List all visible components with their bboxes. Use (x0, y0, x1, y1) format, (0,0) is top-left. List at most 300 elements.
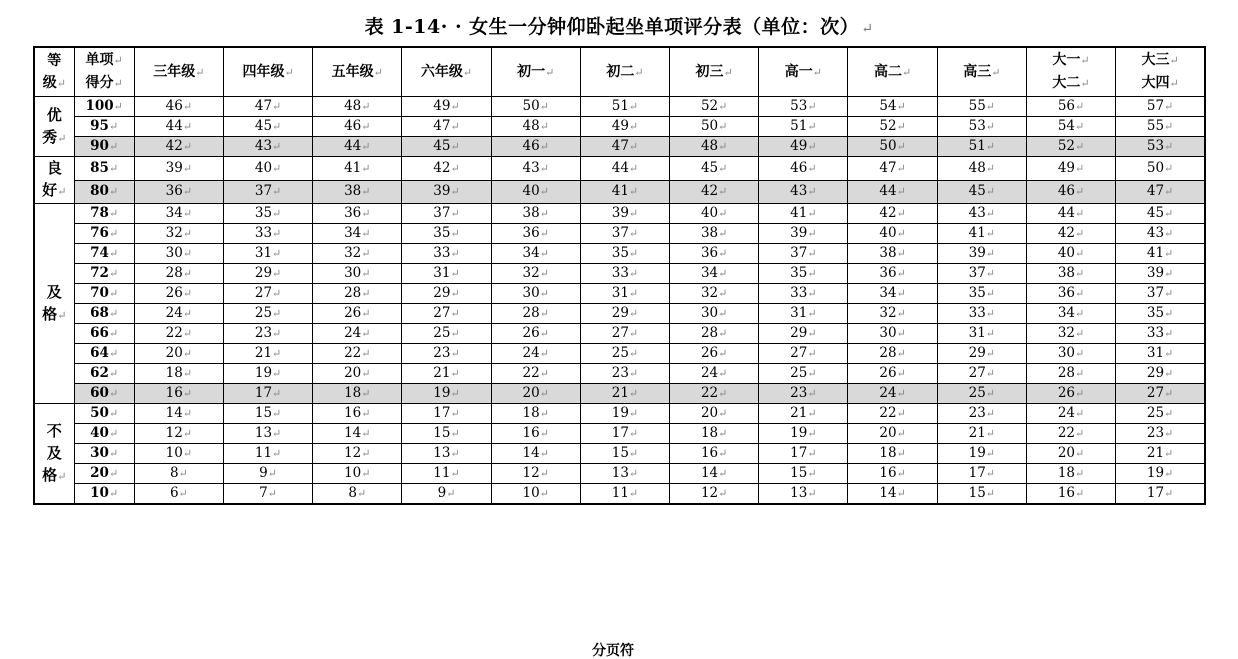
value-cell: 41↵ (937, 224, 1026, 244)
header-column: 四年级↵ (223, 47, 312, 97)
value-cell: 19↵ (580, 404, 669, 424)
value-cell: 39↵ (759, 224, 848, 244)
score-cell: 85↵ (74, 157, 134, 181)
value-cell: 33↵ (402, 244, 491, 264)
value-cell: 36↵ (491, 224, 580, 244)
header-column: 高一↵ (759, 47, 848, 97)
value-cell: 14↵ (848, 484, 937, 505)
header-grade: 等 级↵ (34, 47, 74, 97)
value-cell: 23↵ (402, 344, 491, 364)
score-cell: 78↵ (74, 204, 134, 224)
value-cell: 16↵ (313, 404, 402, 424)
value-cell: 25↵ (223, 304, 312, 324)
value-cell: 26↵ (1026, 384, 1115, 404)
value-cell: 28↵ (134, 264, 223, 284)
grade-cell: 优 秀↵ (34, 97, 74, 157)
value-cell: 37↵ (223, 180, 312, 204)
value-cell: 7↵ (223, 484, 312, 505)
score-cell: 76↵ (74, 224, 134, 244)
value-cell: 21↵ (759, 404, 848, 424)
value-cell: 15↵ (402, 424, 491, 444)
value-cell: 9↵ (223, 464, 312, 484)
table-row (34, 224, 1205, 244)
table-row (34, 244, 1205, 264)
value-cell: 12↵ (491, 464, 580, 484)
value-cell: 15↵ (759, 464, 848, 484)
value-cell: 53↵ (759, 97, 848, 117)
value-cell: 46↵ (1026, 180, 1115, 204)
value-cell: 41↵ (313, 157, 402, 181)
table-row (34, 264, 1205, 284)
table-row (34, 97, 1205, 117)
value-cell: 13↵ (759, 484, 848, 505)
grade-cell: 不 及 格↵ (34, 404, 74, 505)
value-cell: 11↵ (223, 444, 312, 464)
value-cell: 24↵ (491, 344, 580, 364)
value-cell: 33↵ (223, 224, 312, 244)
value-cell: 34↵ (313, 224, 402, 244)
value-cell: 50↵ (1116, 157, 1205, 181)
value-cell: 36↵ (848, 264, 937, 284)
value-cell: 53↵ (1116, 137, 1205, 157)
value-cell: 55↵ (1116, 117, 1205, 137)
table-row (34, 137, 1205, 157)
value-cell: 16↵ (491, 424, 580, 444)
value-cell: 35↵ (937, 284, 1026, 304)
value-cell: 17↵ (402, 404, 491, 424)
value-cell: 17↵ (937, 464, 1026, 484)
value-cell: 34↵ (670, 264, 759, 284)
value-cell: 39↵ (580, 204, 669, 224)
score-cell: 40↵ (74, 424, 134, 444)
score-cell: 100↵ (74, 97, 134, 117)
value-cell: 23↵ (580, 364, 669, 384)
value-cell: 49↵ (1026, 157, 1115, 181)
value-cell: 20↵ (313, 364, 402, 384)
value-cell: 28↵ (848, 344, 937, 364)
value-cell: 45↵ (670, 157, 759, 181)
header-column: 高三↵ (937, 47, 1026, 97)
score-cell: 62↵ (74, 364, 134, 384)
value-cell: 24↵ (670, 364, 759, 384)
value-cell: 16↵ (1026, 484, 1115, 505)
value-cell: 24↵ (1026, 404, 1115, 424)
value-cell: 42↵ (1026, 224, 1115, 244)
value-cell: 18↵ (848, 444, 937, 464)
value-cell: 51↵ (937, 137, 1026, 157)
value-cell: 41↵ (759, 204, 848, 224)
value-cell: 43↵ (491, 157, 580, 181)
value-cell: 34↵ (491, 244, 580, 264)
value-cell: 10↵ (491, 484, 580, 505)
table-title-text: 表 1-14· · 女生一分钟仰卧起坐单项评分表（单位：次） (364, 16, 860, 38)
value-cell: 6↵ (134, 484, 223, 505)
table-row (34, 344, 1205, 364)
value-cell: 42↵ (402, 157, 491, 181)
value-cell: 43↵ (223, 137, 312, 157)
table-title (0, 12, 1238, 39)
value-cell: 25↵ (402, 324, 491, 344)
value-cell: 47↵ (223, 97, 312, 117)
table-row (34, 304, 1205, 324)
value-cell: 51↵ (759, 117, 848, 137)
value-cell: 8↵ (134, 464, 223, 484)
value-cell: 27↵ (580, 324, 669, 344)
value-cell: 27↵ (1116, 384, 1205, 404)
value-cell: 21↵ (223, 344, 312, 364)
value-cell: 21↵ (580, 384, 669, 404)
value-cell: 20↵ (848, 424, 937, 444)
value-cell: 33↵ (1116, 324, 1205, 344)
value-cell: 38↵ (313, 180, 402, 204)
value-cell: 35↵ (223, 204, 312, 224)
value-cell: 38↵ (491, 204, 580, 224)
title-paragraph-mark: ↵ (861, 21, 874, 37)
value-cell: 55↵ (937, 97, 1026, 117)
value-cell: 34↵ (134, 204, 223, 224)
value-cell: 22↵ (670, 384, 759, 404)
score-cell: 30↵ (74, 444, 134, 464)
value-cell: 39↵ (402, 180, 491, 204)
value-cell: 36↵ (670, 244, 759, 264)
header-column: 初二↵ (580, 47, 669, 97)
value-cell: 33↵ (580, 264, 669, 284)
grade-cell: 及 格↵ (34, 204, 74, 404)
value-cell: 44↵ (848, 180, 937, 204)
value-cell: 16↵ (134, 384, 223, 404)
value-cell: 54↵ (848, 97, 937, 117)
table-row (34, 324, 1205, 344)
value-cell: 47↵ (1116, 180, 1205, 204)
value-cell: 29↵ (759, 324, 848, 344)
value-cell: 33↵ (937, 304, 1026, 324)
table-row (34, 284, 1205, 304)
value-cell: 22↵ (491, 364, 580, 384)
value-cell: 18↵ (134, 364, 223, 384)
score-cell: 64↵ (74, 344, 134, 364)
value-cell: 17↵ (759, 444, 848, 464)
value-cell: 10↵ (313, 464, 402, 484)
value-cell: 49↵ (402, 97, 491, 117)
value-cell: 30↵ (313, 264, 402, 284)
value-cell: 31↵ (223, 244, 312, 264)
value-cell: 17↵ (580, 424, 669, 444)
value-cell: 45↵ (223, 117, 312, 137)
header-row (34, 47, 1205, 97)
value-cell: 13↵ (580, 464, 669, 484)
value-cell: 28↵ (1026, 364, 1115, 384)
value-cell: 22↵ (313, 344, 402, 364)
value-cell: 26↵ (491, 324, 580, 344)
value-cell: 15↵ (937, 484, 1026, 505)
value-cell: 19↵ (1116, 464, 1205, 484)
value-cell: 29↵ (402, 284, 491, 304)
value-cell: 37↵ (580, 224, 669, 244)
value-cell: 36↵ (313, 204, 402, 224)
value-cell: 24↵ (134, 304, 223, 324)
score-cell: 70↵ (74, 284, 134, 304)
value-cell: 52↵ (670, 97, 759, 117)
value-cell: 18↵ (1026, 464, 1115, 484)
value-cell: 33↵ (759, 284, 848, 304)
value-cell: 14↵ (134, 404, 223, 424)
value-cell: 31↵ (580, 284, 669, 304)
table-row (34, 404, 1205, 424)
value-cell: 46↵ (759, 157, 848, 181)
table-row (34, 180, 1205, 204)
value-cell: 30↵ (134, 244, 223, 264)
value-cell: 14↵ (491, 444, 580, 464)
table-header (34, 47, 1205, 97)
value-cell: 18↵ (670, 424, 759, 444)
value-cell: 16↵ (670, 444, 759, 464)
table-row (34, 117, 1205, 137)
value-cell: 15↵ (580, 444, 669, 464)
value-cell: 19↵ (223, 364, 312, 384)
value-cell: 31↵ (402, 264, 491, 284)
value-cell: 12↵ (670, 484, 759, 505)
value-cell: 23↵ (223, 324, 312, 344)
value-cell: 37↵ (1116, 284, 1205, 304)
value-cell: 40↵ (670, 204, 759, 224)
value-cell: 45↵ (937, 180, 1026, 204)
value-cell: 40↵ (223, 157, 312, 181)
value-cell: 32↵ (491, 264, 580, 284)
score-cell: 72↵ (74, 264, 134, 284)
value-cell: 35↵ (1116, 304, 1205, 324)
value-cell: 48↵ (491, 117, 580, 137)
value-cell: 23↵ (1116, 424, 1205, 444)
score-cell: 10↵ (74, 484, 134, 505)
value-cell: 52↵ (1026, 137, 1115, 157)
value-cell: 26↵ (670, 344, 759, 364)
value-cell: 18↵ (313, 384, 402, 404)
value-cell: 12↵ (134, 424, 223, 444)
value-cell: 48↵ (937, 157, 1026, 181)
value-cell: 19↵ (937, 444, 1026, 464)
value-cell: 34↵ (1026, 304, 1115, 324)
value-cell: 43↵ (937, 204, 1026, 224)
value-cell: 20↵ (491, 384, 580, 404)
value-cell: 30↵ (1026, 344, 1115, 364)
value-cell: 29↵ (1116, 364, 1205, 384)
value-cell: 42↵ (134, 137, 223, 157)
value-cell: 53↵ (937, 117, 1026, 137)
value-cell: 43↵ (1116, 224, 1205, 244)
value-cell: 14↵ (313, 424, 402, 444)
value-cell: 27↵ (223, 284, 312, 304)
value-cell: 57↵ (1116, 97, 1205, 117)
value-cell: 34↵ (848, 284, 937, 304)
value-cell: 49↵ (759, 137, 848, 157)
value-cell: 45↵ (402, 137, 491, 157)
value-cell: 30↵ (491, 284, 580, 304)
value-cell: 46↵ (313, 117, 402, 137)
value-cell: 19↵ (759, 424, 848, 444)
value-cell: 25↵ (580, 344, 669, 364)
value-cell: 26↵ (848, 364, 937, 384)
header-column: 大三↵ 大四↵ (1116, 47, 1205, 97)
header-column: 高二↵ (848, 47, 937, 97)
value-cell: 51↵ (580, 97, 669, 117)
value-cell: 27↵ (937, 364, 1026, 384)
value-cell: 20↵ (1026, 444, 1115, 464)
value-cell: 32↵ (848, 304, 937, 324)
value-cell: 43↵ (759, 180, 848, 204)
value-cell: 46↵ (491, 137, 580, 157)
value-cell: 20↵ (670, 404, 759, 424)
value-cell: 27↵ (402, 304, 491, 324)
header-column: 三年级↵ (134, 47, 223, 97)
value-cell: 25↵ (1116, 404, 1205, 424)
score-cell: 66↵ (74, 324, 134, 344)
value-cell: 40↵ (848, 224, 937, 244)
value-cell: 11↵ (580, 484, 669, 505)
value-cell: 29↵ (223, 264, 312, 284)
value-cell: 40↵ (491, 180, 580, 204)
value-cell: 11↵ (402, 464, 491, 484)
value-cell: 26↵ (134, 284, 223, 304)
value-cell: 44↵ (580, 157, 669, 181)
value-cell: 29↵ (937, 344, 1026, 364)
value-cell: 26↵ (313, 304, 402, 324)
value-cell: 39↵ (1116, 264, 1205, 284)
value-cell: 50↵ (670, 117, 759, 137)
table-row (34, 464, 1205, 484)
value-cell: 35↵ (759, 264, 848, 284)
score-cell: 20↵ (74, 464, 134, 484)
value-cell: 38↵ (848, 244, 937, 264)
value-cell: 44↵ (134, 117, 223, 137)
table-row (34, 384, 1205, 404)
value-cell: 32↵ (134, 224, 223, 244)
header-column: 初一↵ (491, 47, 580, 97)
value-cell: 42↵ (848, 204, 937, 224)
value-cell: 41↵ (580, 180, 669, 204)
score-cell: 68↵ (74, 304, 134, 324)
score-cell: 95↵ (74, 117, 134, 137)
value-cell: 8↵ (313, 484, 402, 505)
value-cell: 54↵ (1026, 117, 1115, 137)
value-cell: 18↵ (491, 404, 580, 424)
value-cell: 50↵ (491, 97, 580, 117)
table-body (34, 97, 1205, 505)
value-cell: 39↵ (937, 244, 1026, 264)
value-cell: 28↵ (670, 324, 759, 344)
value-cell: 31↵ (1116, 344, 1205, 364)
value-cell: 21↵ (402, 364, 491, 384)
value-cell: 44↵ (313, 137, 402, 157)
value-cell: 37↵ (759, 244, 848, 264)
value-cell: 17↵ (223, 384, 312, 404)
value-cell: 25↵ (937, 384, 1026, 404)
value-cell: 46↵ (134, 97, 223, 117)
value-cell: 12↵ (313, 444, 402, 464)
value-cell: 37↵ (402, 204, 491, 224)
value-cell: 35↵ (402, 224, 491, 244)
value-cell: 32↵ (670, 284, 759, 304)
table-row (34, 484, 1205, 505)
value-cell: 36↵ (134, 180, 223, 204)
value-cell: 41↵ (1116, 244, 1205, 264)
value-cell: 37↵ (937, 264, 1026, 284)
value-cell: 9↵ (402, 484, 491, 505)
header-column: 大一↵ 大二↵ (1026, 47, 1115, 97)
value-cell: 52↵ (848, 117, 937, 137)
value-cell: 29↵ (580, 304, 669, 324)
header-column: 六年级↵ (402, 47, 491, 97)
score-cell: 80↵ (74, 180, 134, 204)
value-cell: 22↵ (134, 324, 223, 344)
value-cell: 16↵ (848, 464, 937, 484)
value-cell: 10↵ (134, 444, 223, 464)
value-cell: 56↵ (1026, 97, 1115, 117)
value-cell: 31↵ (937, 324, 1026, 344)
value-cell: 24↵ (848, 384, 937, 404)
value-cell: 47↵ (402, 117, 491, 137)
score-cell: 50↵ (74, 404, 134, 424)
value-cell: 28↵ (313, 284, 402, 304)
score-cell: 74↵ (74, 244, 134, 264)
value-cell: 15↵ (223, 404, 312, 424)
value-cell: 42↵ (670, 180, 759, 204)
value-cell: 47↵ (848, 157, 937, 181)
table-row (34, 364, 1205, 384)
header-score: 单项↵ 得分↵ (74, 47, 134, 97)
header-column: 五年级↵ (313, 47, 402, 97)
value-cell: 36↵ (1026, 284, 1115, 304)
value-cell: 49↵ (580, 117, 669, 137)
value-cell: 32↵ (313, 244, 402, 264)
score-cell: 90↵ (74, 137, 134, 157)
value-cell: 44↵ (1026, 204, 1115, 224)
table-row (34, 157, 1205, 181)
value-cell: 17↵ (1116, 484, 1205, 505)
value-cell: 19↵ (402, 384, 491, 404)
value-cell: 14↵ (670, 464, 759, 484)
value-cell: 40↵ (1026, 244, 1115, 264)
grade-cell: 良 好↵ (34, 157, 74, 204)
value-cell: 20↵ (134, 344, 223, 364)
value-cell: 48↵ (313, 97, 402, 117)
value-cell: 28↵ (491, 304, 580, 324)
value-cell: 23↵ (759, 384, 848, 404)
value-cell: 47↵ (580, 137, 669, 157)
value-cell: 38↵ (1026, 264, 1115, 284)
value-cell: 21↵ (937, 424, 1026, 444)
value-cell: 27↵ (759, 344, 848, 364)
table-row (34, 204, 1205, 224)
value-cell: 30↵ (848, 324, 937, 344)
value-cell: 22↵ (848, 404, 937, 424)
table-row (34, 444, 1205, 464)
value-cell: 25↵ (759, 364, 848, 384)
value-cell: 23↵ (937, 404, 1026, 424)
page-break-label: 分页符 (592, 643, 634, 659)
value-cell: 39↵ (134, 157, 223, 181)
table-row (34, 424, 1205, 444)
value-cell: 24↵ (313, 324, 402, 344)
value-cell: 35↵ (580, 244, 669, 264)
value-cell: 13↵ (402, 444, 491, 464)
value-cell: 38↵ (670, 224, 759, 244)
value-cell: 30↵ (670, 304, 759, 324)
score-cell: 60↵ (74, 384, 134, 404)
value-cell: 48↵ (670, 137, 759, 157)
value-cell: 50↵ (848, 137, 937, 157)
value-cell: 32↵ (1026, 324, 1115, 344)
value-cell: 13↵ (223, 424, 312, 444)
